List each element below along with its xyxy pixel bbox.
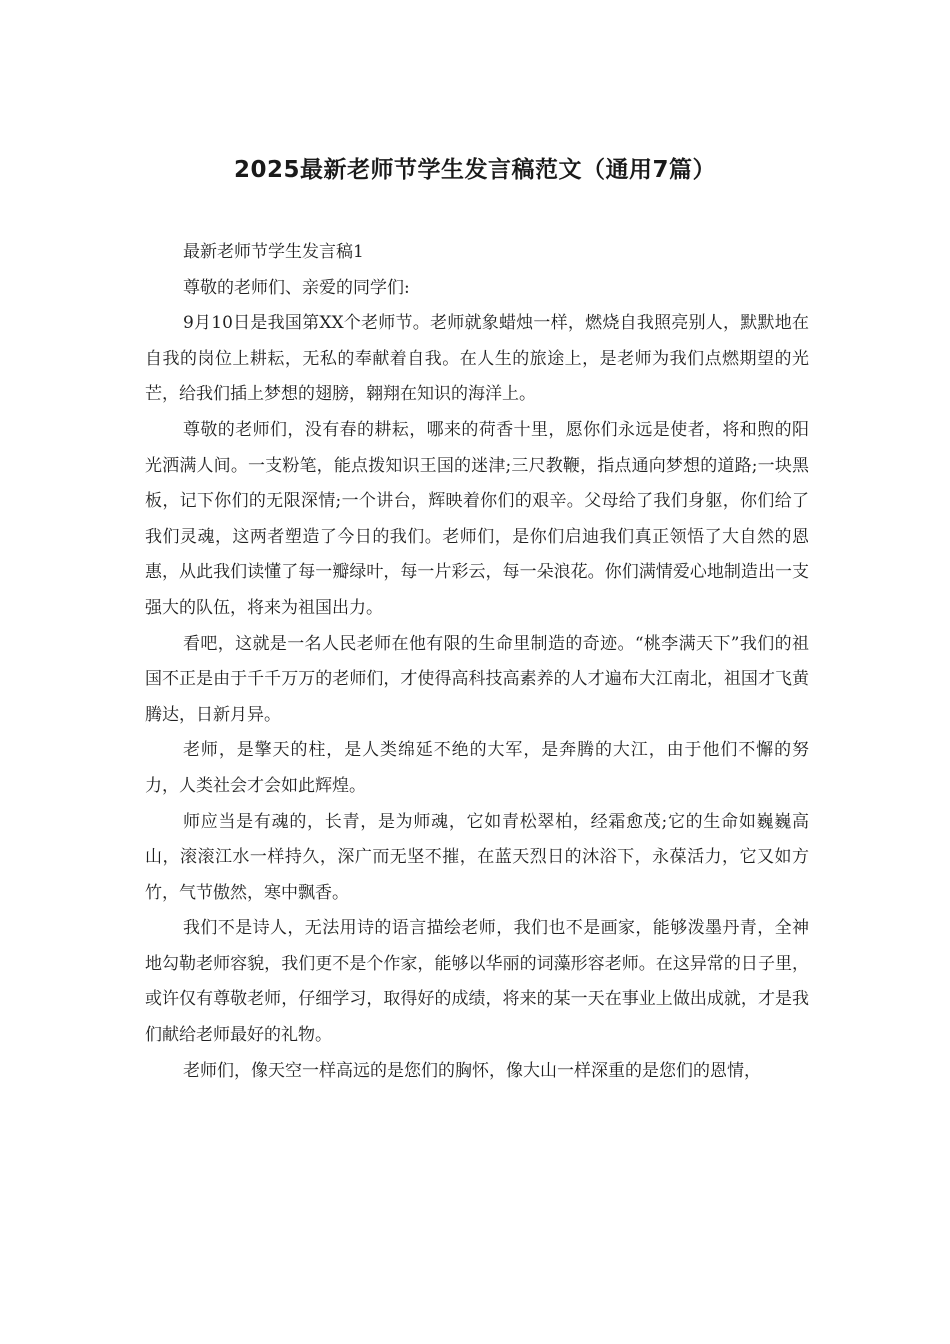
- document-title: 2025最新老师节学生发言稿范文（通用7篇）: [233, 157, 717, 183]
- paragraph: 看吧，这就是一名人民老师在他有限的生命里制造的奇迹。“桃李满天下”我们的祖国不正是由于千千万万的老师们，才使得高科技高素养的人才遍布大江南北，祖国才飞黄腾达，日新月异。: [145, 633, 809, 725]
- paragraph: 老师们，像天空一样高远的是您们的胸怀，像大山一样深重的是您们的恩情，: [183, 1060, 761, 1081]
- section-heading: 最新老师节学生发言稿1: [183, 242, 364, 262]
- salutation: 尊敬的老师们、亲爱的同学们:: [183, 277, 410, 298]
- paragraph: 师应当是有魂的，长青，是为师魂，它如青松翠柏，经霜愈茂;它的生命如巍巍高山，滚滚江水一样持久，深广而无坚不摧，在蓝天烈日的沐浴下，永葆活力，它又如方竹，气节傲然，寒中飘香。: [145, 811, 809, 903]
- paragraph: 老师，是擎天的柱，是人类绵延不绝的大军，是奔腾的大江，由于他们不懈的努力，人类社会才会如此辉煌。: [145, 740, 809, 796]
- paragraph: 我们不是诗人，无法用诗的语言描绘老师，我们也不是画家，能够泼墨丹青，全神地勾勒老师容貌，我们更不是个作家，能够以华丽的词藻形容老师。在这异常的日子里，或许仅有尊敬老师，仔细学习，取得好的成绩，将来的某一天在事业上做出成就，才是我们献给老师最好的礼物。: [145, 918, 809, 1046]
- paragraph: 尊敬的老师们，没有春的耕耘，哪来的荷香十里，愿你们永远是使者，将和煦的阳光洒满人间。一支粉笔，能点拨知识王国的迷津;三尺教鞭，指点通向梦想的道路;一块黑板，记下你们的无限深情;一个讲台，辉映着你们的艰辛。父母给了我们身躯，你们给了我们灵魂，这两者塑造了今日的我们。老师们，是你们启迪我们真正领悟了大自然的恩惠，从此我们读懂了每一瓣绿叶，每一片彩云，每一朵浪花。你们满情爱心地制造出一支强大的队伍，将来为祖国出力。: [145, 419, 809, 618]
- paragraph: 9月10日是我国第XX个老师节。老师就象蜡烛一样，燃烧自我照亮别人，默默地在自我的岗位上耕耘，无私的奉献着自我。在人生的旅途上，是老师为我们点燃期望的光芒，给我们插上梦想的翅膀，翱翔在知识的海洋上。: [145, 313, 809, 405]
- document-body: [145, 235, 809, 1089]
